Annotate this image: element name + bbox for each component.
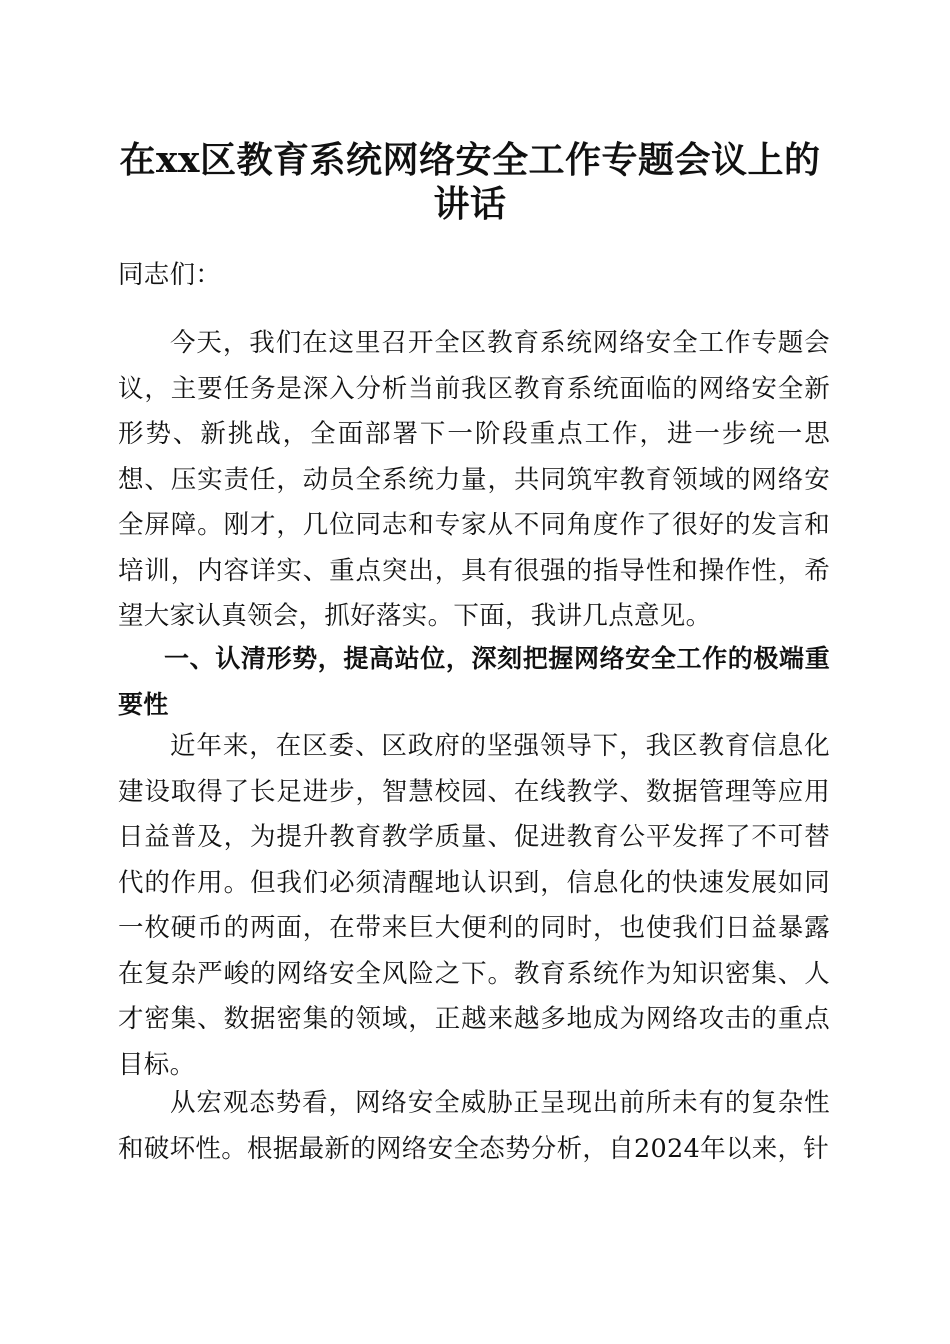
paragraph-situation: 近年来，在区委、区政府的坚强领导下，我区教育信息化建设取得了长足进步，智慧校园、在线教学、数据管理等应用日益普及，为提升教育教学质量、促进教育公平发挥了不可替代的作用。但我们必须清醒地认识到，信息化的快速发展如同一枚硬币的两面，在带来巨大便利的同时，也使我们日益暴露在复杂严峻的网络安全风险之下。教育系统作为知识密集、人才密集、数据密集的领域，正越来越多地成为网络攻击的重点目标。 xyxy=(118,731,830,1080)
section-heading-1: 一、认清形势，提高站位，深刻把握网络安全工作的极端重要性 xyxy=(118,644,830,719)
paragraph-opening: 今天，我们在这里召开全区教育系统网络安全工作专题会议，主要任务是深入分析当前我区教育系统面临的网络安全新形势、新挑战，全面部署下一阶段重点工作，进一步统一思想、压实责任，动员全系统力量，共同筑牢教育领域的网络安全屏障。刚才，几位同志和专家从不同角度作了很好的发言和培训，内容详实、重点突出，具有很强的指导性和操作性，希望大家认真领会，抓好落实。下面，我讲几点意见。 xyxy=(118,328,830,631)
document-title-line-1: 在xx区教育系统网络安全工作专题会议上的 xyxy=(119,139,821,181)
document-title-line-2: 讲话 xyxy=(433,183,507,225)
paragraph-macro-trend: 从宏观态势看，网络安全威胁正呈现出前所未有的复杂性和破坏性。根据最新的网络安全态势分析，自2024年以来，针 xyxy=(118,1088,830,1164)
salutation: 同志们： xyxy=(118,260,222,290)
